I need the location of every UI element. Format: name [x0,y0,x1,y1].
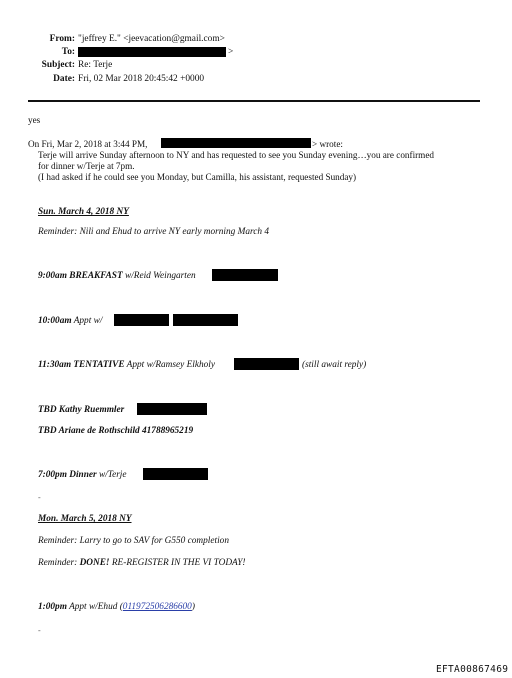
redaction-box [114,314,169,326]
separator-dash: - [38,493,41,502]
date-label: Date: [53,74,75,84]
event-tbd-ruemmler: TBD Kathy Ruemmler [38,405,125,415]
event-detail: Appt w/ [71,316,103,326]
event-time: 7:00pm Dinner [38,470,97,480]
redaction-box [161,138,311,148]
event-time: 11:30am TENTATIVE [38,360,125,370]
reminder-detail: RE-REGISTER IN THE VI TODAY! [109,558,246,568]
event-time: 10:00am [38,316,72,326]
event-1pm [38,601,195,613]
reminder-prefix: Reminder: [38,558,80,568]
to-suffix: > [228,47,234,57]
event-tbd-rothschild: TBD Ariane de Rothschild 41788965219 [38,426,194,436]
event-breakfast [38,270,196,282]
header-divider [28,100,480,102]
event-detail: Appt w/Ehud ( [66,602,123,612]
day-heading-sunday: Sun. March 4, 2018 NY [38,207,129,217]
event-time: 1:00pm [38,602,67,612]
reminder-arrival: Reminder: Nili and Ehud to arrive NY early morning March 4 [38,227,270,237]
event-time: 9:00am BREAKFAST [38,271,123,281]
reply-text: yes [28,115,41,125]
date-value: Fri, 02 Mar 2018 20:45:42 +0000 [78,74,205,84]
redaction-box [137,403,207,415]
event-detail-close: ) [191,602,195,612]
phone-link[interactable]: 011972506286600 [122,602,192,612]
event-10am [38,315,102,327]
document-id: EFTA00867469 [436,664,509,675]
event-detail: w/Terje [96,470,127,480]
event-detail: Appt w/Ramsey Elkholy [124,360,215,370]
quote-line-1: Terje will arrive Sunday afternoon to NY and has requested to see you Sunday evening…you are confirmed [38,150,434,160]
quote-intro-prefix: On Fri, Mar 2, 2018 at 3:44 PM, [28,139,148,149]
redaction-box [78,47,226,57]
from-value: "jeffrey E." <jeevacation@gmail.com> [78,34,225,44]
redaction-box [212,269,278,281]
redaction-box [234,358,299,370]
subject-value: Re: Terje [78,60,113,70]
subject-label: Subject: [41,60,75,70]
event-dinner [38,469,127,481]
event-1130am [38,359,215,371]
to-label: To: [61,47,75,57]
separator-dash: - [38,626,41,635]
event-note: (still await reply) [302,360,367,370]
day-heading-monday: Mon. March 5, 2018 NY [38,514,132,524]
reminder-larry: Reminder: Larry to go to SAV for G550 completion [38,536,229,546]
redaction-box [143,468,208,480]
reminder-done: DONE! [79,558,110,568]
quote-intro-suffix: > wrote: [312,139,343,149]
quote-line-3: (I had asked if he could see you Monday, but Camilla, his assistant, requested Sunday) [38,172,357,182]
from-label: From: [49,34,75,44]
redaction-box [173,314,238,326]
reminder-register [38,557,245,569]
event-detail: w/Reid Weingarten [122,271,196,281]
quote-line-2: for dinner w/Terje at 7pm. [38,161,135,171]
